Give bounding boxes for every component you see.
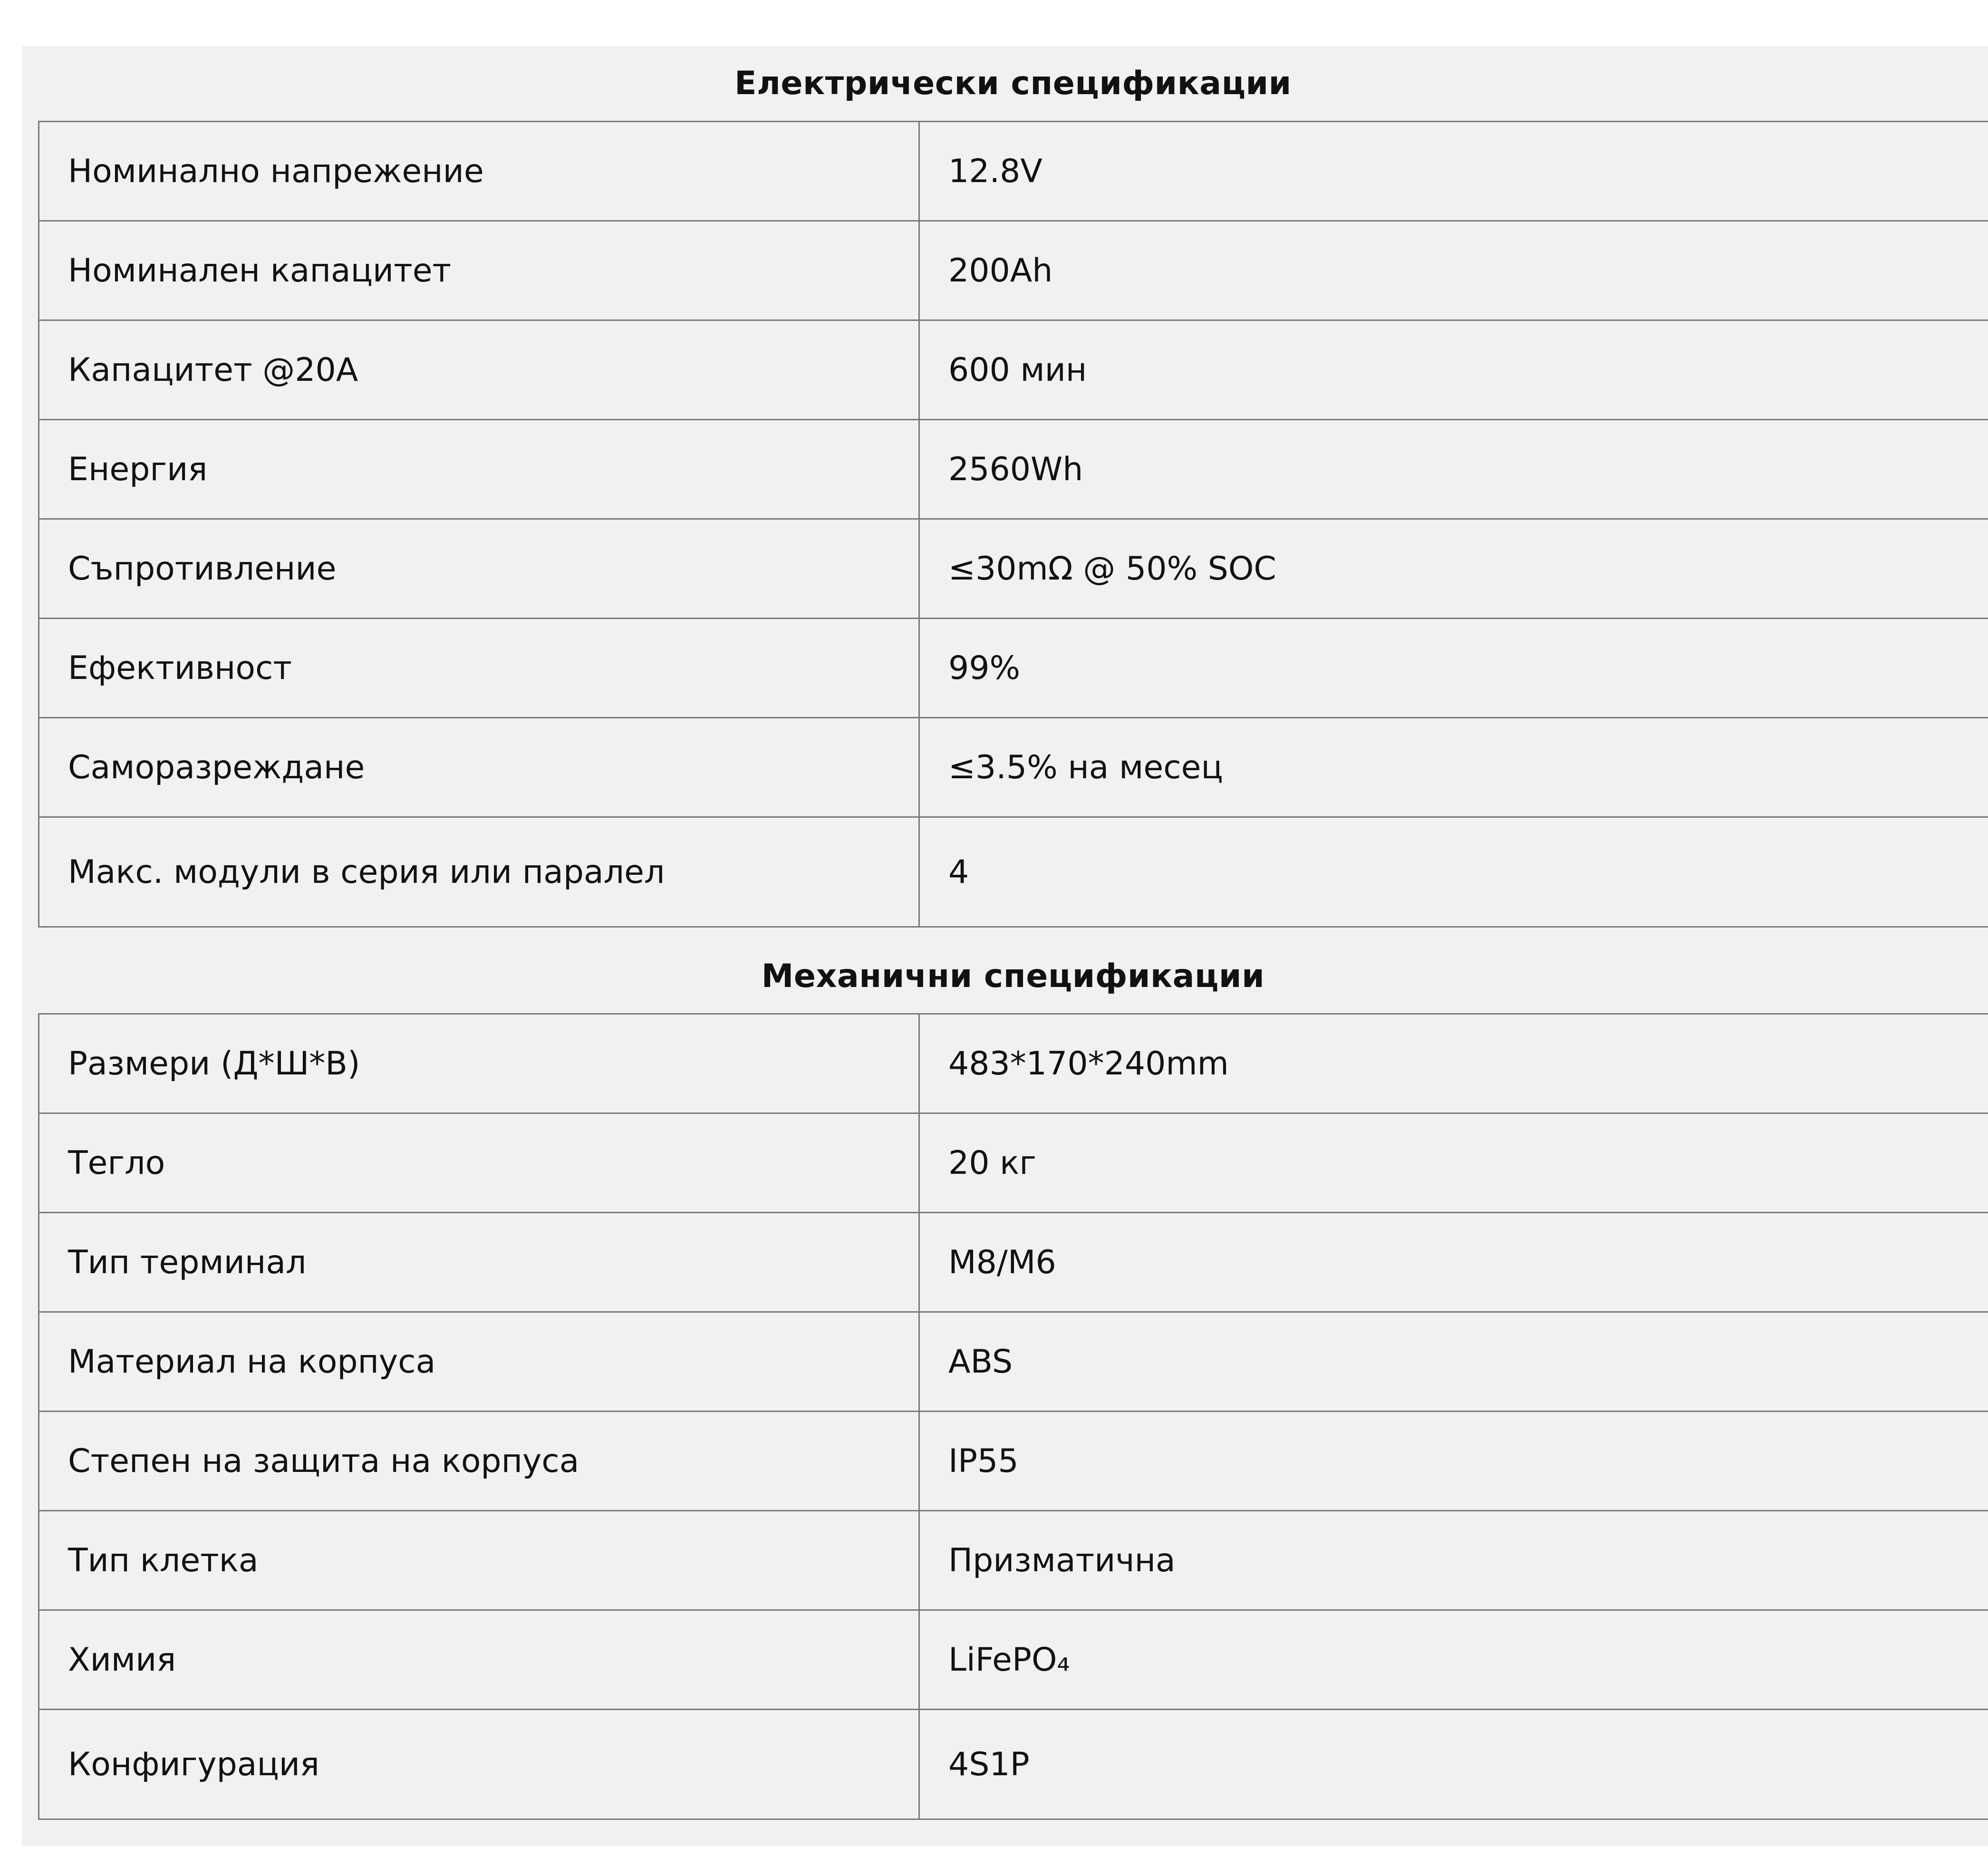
spec-label: Съпротивление xyxy=(39,519,919,619)
spec-value: Призматична xyxy=(919,1511,1988,1610)
spec-label: Номинално напрежение xyxy=(39,122,919,221)
spec-label: Ефективност xyxy=(39,619,919,718)
table-row xyxy=(39,1312,1988,1412)
spec-label: Химия xyxy=(39,1610,919,1710)
table-row xyxy=(39,619,1988,718)
table-row xyxy=(39,1014,1988,1113)
table-row xyxy=(39,1412,1988,1511)
spec-label: Конфигурация xyxy=(39,1710,919,1819)
table-row xyxy=(39,1213,1988,1312)
spec-label: Материал на корпуса xyxy=(39,1312,919,1412)
table-row xyxy=(39,817,1988,927)
table-row xyxy=(39,320,1988,420)
table-row xyxy=(39,420,1988,519)
table-row xyxy=(39,718,1988,817)
spec-label: Тегло xyxy=(39,1113,919,1213)
spec-label: Саморазреждане xyxy=(39,718,919,817)
electrical-section-title: Електрически спецификации xyxy=(734,64,1292,102)
spec-label: Номинален капацитет xyxy=(39,221,919,320)
spec-label: Тип клетка xyxy=(39,1511,919,1610)
spec-value: 99% xyxy=(919,619,1988,718)
spec-value: 200Ah xyxy=(919,221,1988,320)
spec-value: ≤3.5% на месец xyxy=(919,718,1988,817)
spec-value: LiFePO₄ xyxy=(919,1610,1988,1710)
mechanical-section-title: Механични спецификации xyxy=(761,957,1265,995)
table-row xyxy=(39,1113,1988,1213)
spec-value: 20 кг xyxy=(919,1113,1988,1213)
table-row xyxy=(39,221,1988,320)
spec-value: 12.8V xyxy=(919,122,1988,221)
mechanical-spec-table xyxy=(38,1013,1988,1820)
spec-value: ABS xyxy=(919,1312,1988,1412)
table-row xyxy=(39,122,1988,221)
spec-label: Размери (Д*Ш*В) xyxy=(39,1014,919,1113)
table-row xyxy=(39,1511,1988,1610)
spec-value: 2560Wh xyxy=(919,420,1988,519)
spec-value: IP55 xyxy=(919,1412,1988,1511)
spec-label: Степен на защита на корпуса xyxy=(39,1412,919,1511)
table-row xyxy=(39,1610,1988,1710)
spec-label: Макс. модули в серия или паралел xyxy=(39,817,919,927)
table-row xyxy=(39,519,1988,619)
spec-value: 600 мин xyxy=(919,320,1988,420)
spec-label: Тип терминал xyxy=(39,1213,919,1312)
spec-value: ≤30mΩ @ 50% SOC xyxy=(919,519,1988,619)
spec-value: 483*170*240mm xyxy=(919,1014,1988,1113)
spec-value: M8/M6 xyxy=(919,1213,1988,1312)
table-row xyxy=(39,1710,1988,1819)
spec-value: 4S1P xyxy=(919,1710,1988,1819)
spec-value: 4 xyxy=(919,817,1988,927)
electrical-spec-table xyxy=(38,121,1988,928)
spec-label: Енергия xyxy=(39,420,919,519)
spec-label: Капацитет @20A xyxy=(39,320,919,420)
